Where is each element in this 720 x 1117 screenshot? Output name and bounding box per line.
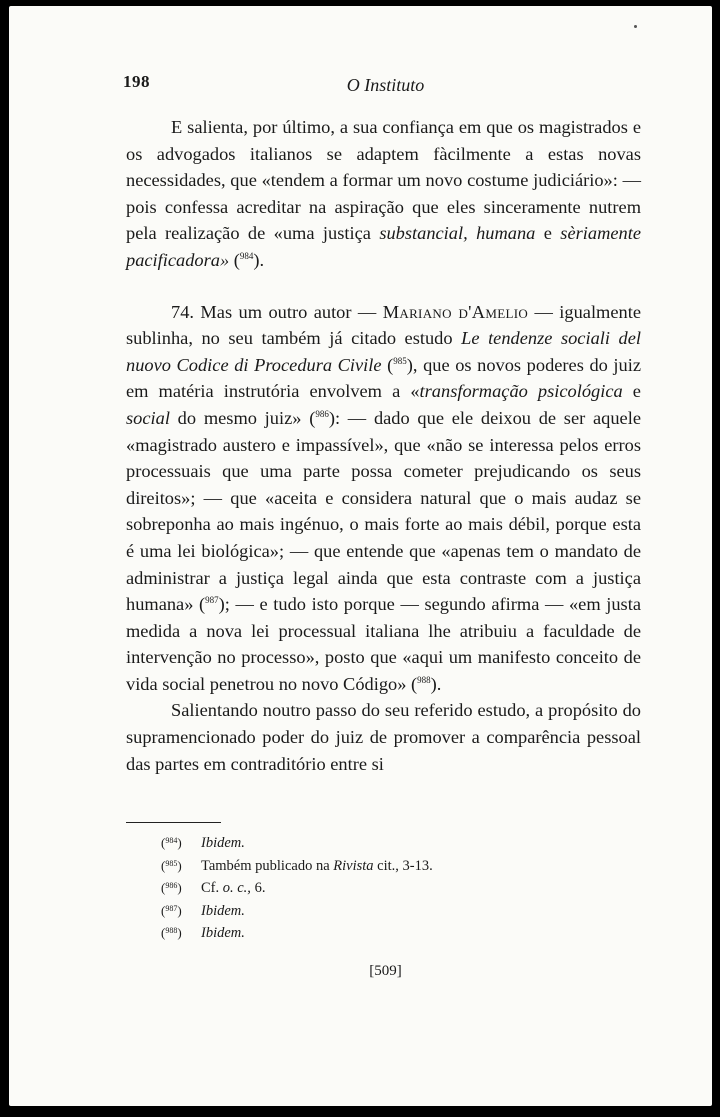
note-ref-988: 988: [417, 674, 431, 685]
footnote: ($^{987}$) Ibidem.: [161, 902, 245, 919]
page-number: 198: [123, 72, 150, 91]
note-ref-984: 984: [239, 250, 254, 261]
scan-speck: [634, 25, 637, 28]
note-ref-985: 985: [393, 355, 407, 366]
paragraph-3: Salientando noutro passo do seu referido estudo, a propósito do supramencionado poder do juiz de promover a comparência pessoal das partes em contraditório entre si: [126, 700, 641, 774]
section-number: 74.: [171, 301, 194, 322]
footnote-rule: [126, 822, 221, 823]
note-ref-987: 987: [205, 595, 219, 606]
footnote: ($^{984}$) Ibidem.: [161, 835, 245, 851]
footnote: ($^{985}$) Também publicado na Rivista cit., 3-13.: [161, 857, 433, 874]
paragraph-1: E salienta, por último, a sua confiança em que os magistrados e os advogados italianos se adaptem fàcilmente a estas novas necessidades, que «tendem a formar um novo costume judiciário»: — pois confessa acreditar na aspiração que eles sinceramente nutrem pela realização de «uma justiça substancial, humana e sèriamente pacificadora» ($^{984}$).: [126, 117, 641, 270]
signature-mark: [509]: [369, 963, 402, 979]
footnote: ($^{988}$) Ibidem.: [161, 925, 245, 941]
footnote: ($^{986}$) Cf. o. c., 6.: [161, 880, 266, 896]
paragraph-2: 74. Mas um outro autor — Mariano d'Amelio — igualmente sublinha, no seu também já citado estudo Le tendenze sociali del nuovo Codice di Procedura Civile ($^{985}$), que os novos poderes do juiz em matéria instrutória envolvem a «transformação psicológica e social do mesmo juiz» ($^{986}$): — dado que ele deixou de ser aquele «magistrado austero e impassível», que «não se interessa pelos erros processuais que uma parte possa cometer prejudicando os seus direitos»; — que «aceita e considera natural que o mais audaz se sobreponha ao mais ingénuo, o mais forte ao mais débil, porque esta é uma lei biológica»; — que entende que «apenas tem o mandato de administrar a justiça legal ainda que esta contraste com a justiça humana» ($^{987}$); — e tudo isto porque — segundo afirma — «em justa medida a nova lei processual italiana lhe atribuiu a faculdade de intervenção no processo», posto que «aqui um manifesto conceito de vida social penetrou no novo Código» ($^{988}$).: [126, 301, 642, 694]
footnotes: [161, 832, 433, 945]
work-title: Le tendenze sociali del nuovo Codice di Procedura Civile: [126, 328, 642, 375]
running-title: O Instituto: [346, 75, 425, 95]
author-name: Mariano d'Amelio: [382, 301, 529, 322]
body-text: [126, 114, 641, 777]
note-ref-986: 986: [315, 408, 329, 419]
